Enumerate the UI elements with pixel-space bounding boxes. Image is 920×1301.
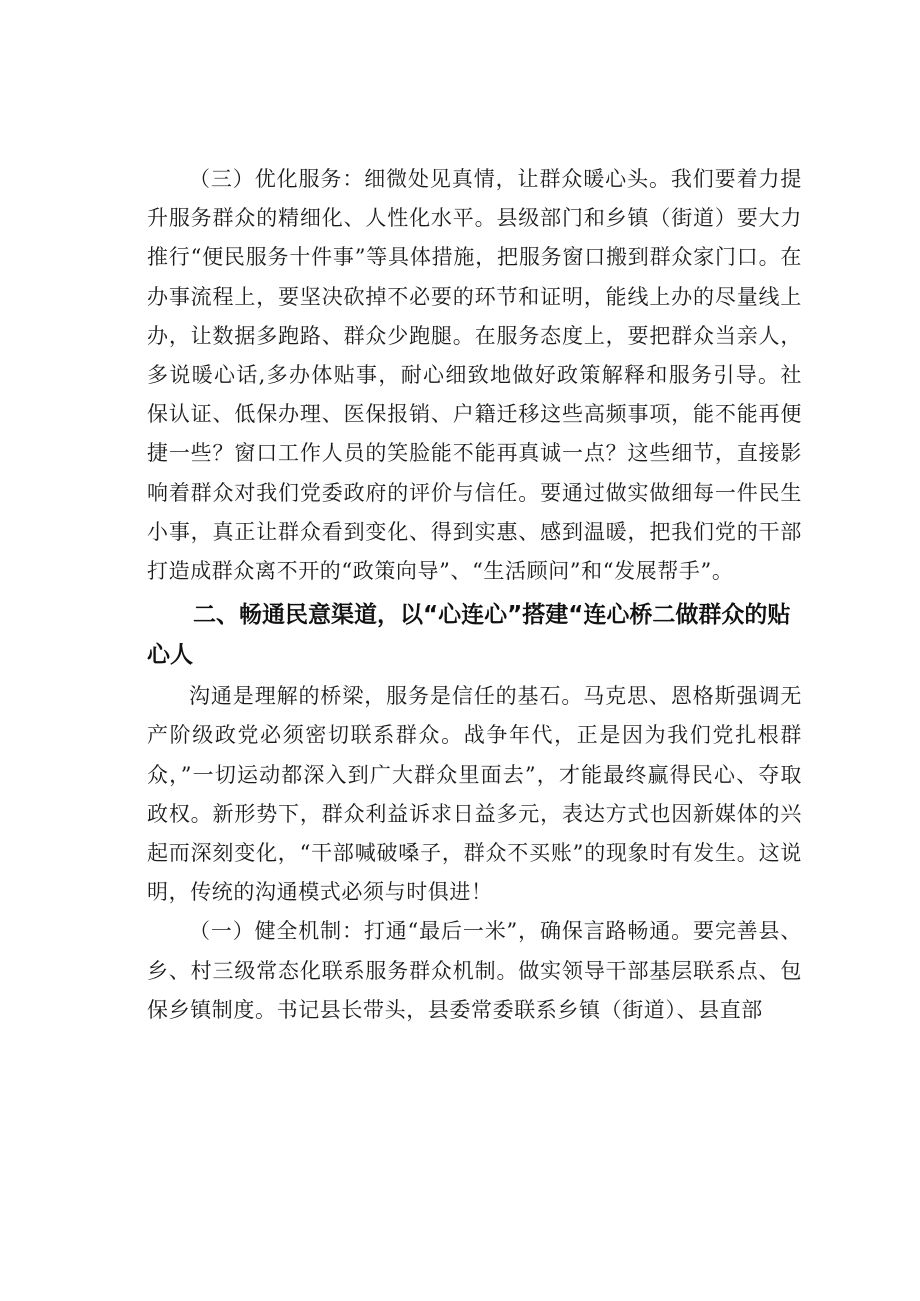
paragraph-communication: 沟通是理解的桥梁，服务是信任的基石。马克思、恩格斯强调无产阶级政党必须密切联系群众。战争年代，正是因为我们党扎根群众，”一切运动都深入到广大群众里面去”，才能最终赢得民心、夺取政权。新形势下，群众利益诉求日益多元，表达方式也因新媒体的兴起而深刻变化，“干部喊破嗓子，群众不买账”的现象时有发生。这说明，传统的沟通模式必须与时俱进！ <box>147 684 802 905</box>
paragraph-mechanism: （一）健全机制：打通“最后一米”，确保言路畅通。要完善县、乡、村三级常态化联系服务群众机制。做实领导干部基层联系点、包保乡镇制度。书记县长带头，县委常委联系乡镇（街道）、县直部 <box>147 919 802 1022</box>
document-body <box>147 160 802 1030</box>
paragraph-service-optimization: （三）优化服务：细微处见真情，让群众暖心头。我们要着力提升服务群众的精细化、人性化水平。县级部门和乡镇（街道）要大力推行“便民服务十件事”等具体措施，把服务窗口搬到群众家门口。在办事流程上，要坚决砍掉不必要的环节和证明，能线上办的尽量线上办，让数据多跑路、群众少跑腿。在服务态度上，要把群众当亲人，多说暖心话,多办体贴事，耐心细致地做好政策解释和服务引导。社保认证、低保办理、医保报销、户籍迁移这些高频事项，能不能再便捷一些？窗口工作人员的笑脸能不能再真诚一点？这些细节，直接影响着群众对我们党委政府的评价与信任。要通过做实做细每一件民生小事，真正让群众看到变化、得到实惠、感到温暖，把我们党的干部打造成群众离不开的“政策向导”、“生活顾问”和“发展帮手”。 <box>147 167 802 584</box>
section-heading-two: 二、畅通民意渠道，以“心连心”搭建“连心桥二做群众的贴心人 <box>147 602 791 669</box>
